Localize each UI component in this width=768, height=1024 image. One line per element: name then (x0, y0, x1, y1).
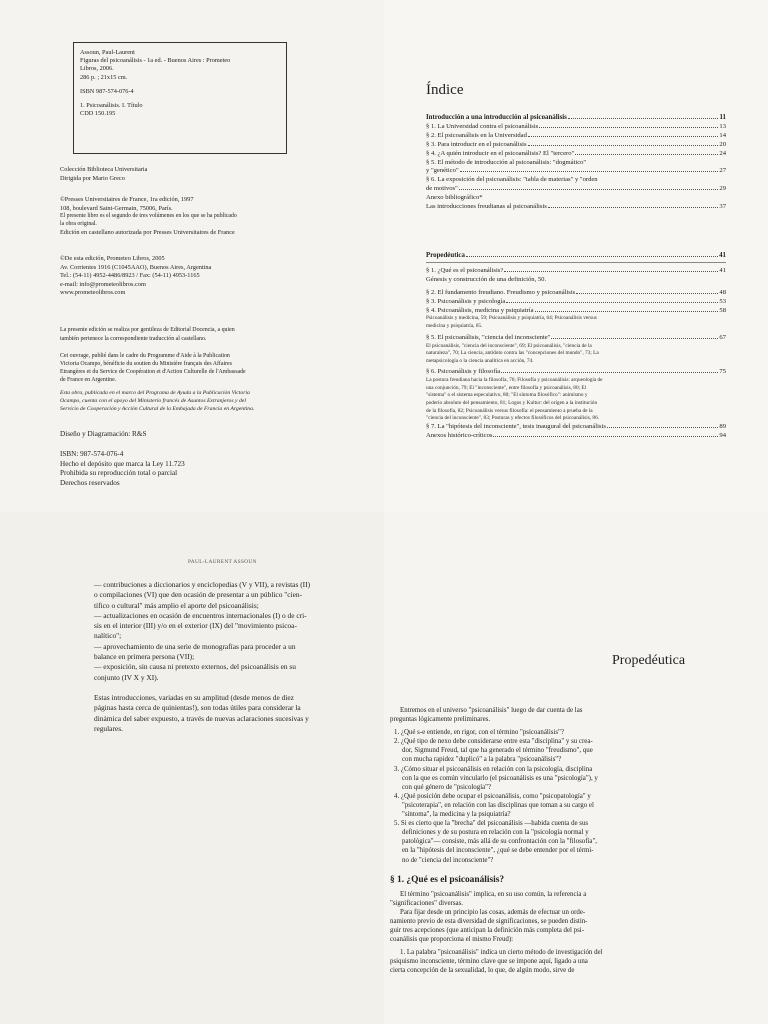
text-line: sis en el interior (III) y/o en el exterior (IX) del "movimiento psicoa- (94, 621, 297, 631)
question-item-cont: en la "hipótesis del inconsciente", ¿qué se debe entender por el térmi- (402, 847, 594, 855)
toc-subentries: La postura freudiana hacia la filosofía, 76; Filosofía y psicoanálisis: arqueología de (426, 377, 603, 384)
collection-director: Dirigida por Mario Greco (60, 174, 125, 182)
text-line: nalítico"; (94, 631, 122, 641)
toc-entry: § 1. ¿Qué es el psicoanálisis? 41 (426, 266, 726, 274)
french-support-note (60, 352, 360, 384)
section-heading: § 1. ¿Qué es el psicoanálisis? (390, 874, 505, 885)
cip-isbn: ISBN 987-574-076-4 (80, 87, 134, 95)
paragraph-gap (94, 683, 364, 693)
body-line: El término "psicoanálisis" implica, en su uso común, la referencia a (400, 890, 587, 898)
question-item-cont: patológica"— consiste, más allá de su confrontación con la "filosofía", (402, 838, 598, 846)
legal-rights: Derechos reservados (60, 478, 120, 487)
toc-entry: § 3. Para introducir en el psicoanálisis 20 (426, 140, 726, 148)
question-item-cont: "psicoterapia", en relación con las disciplinas que toman a su cargo el (402, 801, 594, 809)
body-line: guir tres acepciones (que anticipan la definición más completa del psi- (390, 926, 585, 934)
text-line: — actualizaciones en ocasión de encuentros internacionales (I) o de cri- (94, 610, 307, 620)
text-line: páginas hasta cerca de quinientas!), son todas útiles para considerar la (94, 703, 301, 713)
index-title: Índice (426, 82, 464, 98)
toc-subentries: de la filosofía, 82; Psicoanálisis versus filosofía: el pensamiento a prueba de la (426, 407, 593, 414)
text-line: tífico o cultural" más amplio el aporte del psicoanálisis; (94, 600, 259, 610)
french-line-3: Etrangères et du Service de Coopération et d'Action Culturelle de l'Ambassade (60, 369, 246, 376)
cataloging-record-box (73, 42, 287, 154)
toc-entry: Anexos histórico-críticos 94 (426, 431, 726, 439)
text-line: — aprovechamiento de una serie de monografías para proceder a un (94, 641, 296, 651)
toc-subentries: naturaleza", 70; La ciencia, antídoto contra las "concepciones del mundo", 73; La (426, 350, 599, 357)
body-line: psiquismo inconsciente, término clave que se impone aquí, ligado a una (390, 958, 588, 966)
cip-subject: 1. Psicoanálisis. I. Título (80, 102, 143, 110)
toc-subentries: metapsicología o la ciencia analítica en acción, 74. (426, 357, 534, 364)
body-line: cierta concepción de la sexualidad, lo que, de algún modo, sirve de (390, 967, 575, 975)
toc-entry-6-line-1: § 6. La exposición del psicoanálisis: "tabla de materias" y "orden (426, 176, 598, 184)
index-page (384, 0, 768, 512)
edition-copyright: ©De esta edición, Prometeo Libros, 2005 (60, 255, 165, 262)
original-edition-info (60, 196, 360, 237)
collection-info (60, 166, 360, 183)
question-item-cont: dor, Sigmund Freud, tal que ha generado el término "freudismo", que (402, 747, 593, 755)
chapter-title: Propedéutica (612, 653, 686, 668)
text-line: — contribuciones a diccionarios y enciclopedias (V y VII), a revistas (II) (94, 580, 311, 589)
toc-subentries: medicina y psiquiatría, 65. (426, 323, 483, 330)
original-note-cont: la obra original. (60, 220, 97, 227)
text-line: Estas introducciones, variadas en su amplitud (desde menos de diez (94, 692, 294, 702)
question-item-cont: con qué género de "psicología"? (402, 783, 492, 791)
text-line: dinámica del saber expuesto, a través de nuevas aclaraciones sucesivas y (94, 713, 309, 723)
toc-freud-intros: Las introducciones freudianas al psicoanálisis 37 (426, 203, 726, 211)
chapter-page (384, 512, 768, 1024)
toc-propedeutics (426, 252, 726, 441)
question-item: 2. ¿Qué tipo de nexo debe considerarse entre esta "disciplina" y su crea- (394, 738, 593, 746)
toc-entry: § 2. El psicoanálisis en la Universidad 14 (426, 131, 726, 139)
legal-isbn: ISBN: 987-574-076-4 (60, 450, 124, 458)
this-edition-info (60, 255, 360, 298)
question-item-cont: con mucha rapidez "duplicó" a la palabra "psicoanálisis"? (402, 756, 562, 764)
body-line: Para fijar desde un principio las cosas, además de efectuar un orde- (400, 908, 586, 916)
french-line-2: Victoria Ocampo, bénéficie du soutien du Ministère français des Affaires (60, 361, 232, 368)
toc-subentries: "sistema" o el sistema especulativo, 80; "El síntoma filosófico": animismo y (426, 392, 588, 399)
toc-introduction (426, 114, 726, 212)
toc-subentries: una conjunción, 79; El "inconsciente", entre filosofía y psicoanálisis, 80; El (426, 384, 587, 391)
running-header: PAUL-LAURENT ASSOUN (188, 559, 257, 565)
spanish-support-note (60, 389, 360, 414)
toc-subentries: Psicoanálisis y medicina, 59; Psicoanálisis y psiquiatría, 64; Psicoanálisis versus (426, 315, 597, 322)
question-item: 5. Si es cierto que la "brecha" del psicoanálisis —habida cuenta de sus (394, 820, 589, 828)
french-line-4: de France en Argentine. (60, 377, 117, 384)
question-item-cont: definiciones y de su postura en relación con la "psicología normal y (402, 829, 589, 837)
courtesy-line-2: también pertenece la correspondiente traducción al castellano. (60, 335, 207, 342)
chapter-body (384, 706, 768, 975)
question-item: 3. ¿Cómo situar el psicoanálisis en relación con la psicología, disciplina (394, 765, 593, 773)
original-note: El presente libro es el segundo de tres volúmenes en los que se ha publicado (60, 213, 237, 220)
toc-entry: § 7. La "hipótesis del inconsciente", tesis inaugural del psicoanálisis 89 (426, 422, 726, 430)
toc-subentries: El psicoanálisis, "ciencia del inconsciente", 69; El psicoanálisis, "ciencia de la (426, 342, 592, 349)
intro-line: Entremos en el universo "psicoanálisis" luego de dar cuenta de las (400, 707, 583, 714)
edition-phone: Tel.: (54-11) 4952-4486/8923 / Fax: (54-11) 4953-1165 (60, 272, 200, 280)
body-line: "significaciones" diversas. (390, 899, 463, 907)
cip-author: Assoun, Paul-Laurent (80, 49, 135, 56)
legal-deposit: Hecho el depósito que marca la Ley 11.723 (60, 459, 185, 468)
design-line: Diseño y Diagramación: R&S (60, 430, 147, 438)
legal-prohibition: Prohibida su reproducción total o parcial (60, 469, 178, 478)
toc-annex: Anexo bibliográfico* (426, 194, 483, 202)
cip-title: Figuras del psicoanálisis - 1a ed. - Buenos Aires : Prometeo (80, 57, 231, 65)
authorized-edition: Edición en castellano autorizada por Presses Universitaires de France (60, 228, 235, 236)
toc-entry: § 2. El fundamento freudiano. Freudismo y psicoanálisis 48 (426, 288, 726, 296)
edition-address: Av. Corrientes 1916 (C1045AAO), Buenos Aires, Argentina (60, 263, 212, 271)
body-line: 1. La palabra "psicoanálisis" indica un cierto método de investigación del (400, 949, 603, 957)
body-line: namiento previo de esta diversidad de significaciones, se pueden distin- (390, 917, 588, 925)
original-copyright: ©Presses Universitaires de France, 1ra edición, 1997 (60, 196, 194, 203)
courtesy-note (60, 326, 360, 343)
spanish-line-3: Servicio de Cooperación y Acción Cultural de la Embajada de Francia en Argentina. (60, 406, 255, 413)
text-line: o compilaciones (VI) que den ocasión de presentar a un público "cien- (94, 590, 303, 600)
text-line: conjunto (IV X y XI). (94, 672, 159, 682)
toc-entry-5-line-1: § 5. El método de introducción al psicoanálisis: "dogmático" (426, 158, 587, 166)
french-line-1: Cet ouvrage, publié dans le cadre du Programme d'Aide à la Publication (60, 353, 230, 359)
spanish-line-1: Esta obra, publicada en el marco del Programa de Ayuda a la Publicación Victoria (60, 390, 250, 396)
toc-entry: § 1. La Universidad contra el psicoanálisis 13 (426, 122, 726, 130)
toc-subentries: "ciencia del inconsciente", 83; Posturas y efectos filosóficos del psicoanálisis, 86. (426, 415, 600, 422)
copyright-page (0, 0, 384, 512)
intro-line: preguntas lógicamente preliminares. (390, 716, 491, 724)
page-body (94, 580, 364, 734)
toc-entry-6-line-2: de motivos" 29 (426, 185, 726, 193)
toc-prop-heading: Propedéutica 41 (426, 252, 726, 259)
cip-cdd: CDD 150.195 (80, 110, 116, 118)
question-item: 1. ¿Qué s-e entiende, en rigor, con el término "psicoanálisis"? (394, 729, 564, 737)
toc-entry: § 4. ¿A quién introducir en el psicoanálisis? El "tercero" 24 (426, 149, 726, 157)
original-address: 108, boulevard Saint-Germain, 75006, París. (60, 204, 173, 212)
toc-subentries: poderío absoluto del pensamiento, 81; Logos y Kultur: del origen a la institución (426, 400, 598, 406)
spanish-line-2: Ocampo, cuenta con el apoyo del Ministerio francés de Asuntos Extranjeros y del (60, 398, 246, 405)
cip-pages: 286 p. ; 21x15 cm. (80, 73, 128, 81)
edition-website: www.prometeolibros.com (60, 289, 126, 297)
courtesy-line-1: La presente edición se realiza por gentileza de Editorial Docencia, a quien (60, 327, 235, 333)
design-credit (60, 430, 360, 440)
toc-entry: § 4. Psicoanálisis, medicina y psiquiatría 58 (426, 306, 726, 314)
text-line: — exposición, sin causa ni pretexto externos, del psicoanálisis en su (94, 662, 296, 672)
cip-publisher: Libros, 2006. (80, 65, 114, 73)
question-item-cont: "síntoma", la medicina y la psiquiatría? (402, 811, 511, 819)
toc-entry: Introducción a una introducción al psicoanálisis 11 (426, 114, 726, 121)
toc-entry-5-line-2: y "genético" 27 (426, 167, 726, 175)
toc-entry: § 3. Psicoanálisis y psicología 53 (426, 297, 726, 305)
question-item-cont: no de "ciencia del inconsciente"? (402, 856, 494, 864)
toc-entry: § 5. El psicoanálisis, "ciencia del inconsciente" 67 (426, 333, 726, 341)
question-item: 4. ¿Qué posición debe ocupar el psicoanálisis, como "psicopatología" y (394, 792, 591, 800)
toc-subentries: Génesis y construcción de una definición, 50. (426, 275, 547, 283)
toc-entry: § 6. Psicoanálisis y filosofía 75 (426, 368, 726, 376)
text-line: balance en primera persona (VII); (94, 652, 195, 662)
collection-line: Colección Biblioteca Universitaria (60, 166, 148, 173)
body-line: coanálisis que proporciona el mismo Freud): (390, 936, 514, 944)
toc-divider (426, 262, 726, 263)
continuation-page (0, 512, 384, 1024)
legal-info (60, 450, 360, 488)
text-line: regulares. (94, 723, 123, 733)
edition-email: e-mail: info@prometeolibros.com (60, 280, 146, 288)
question-item-cont: con la que es común vincularlo (el psicoanálisis es una "psicología"), y (402, 774, 598, 782)
